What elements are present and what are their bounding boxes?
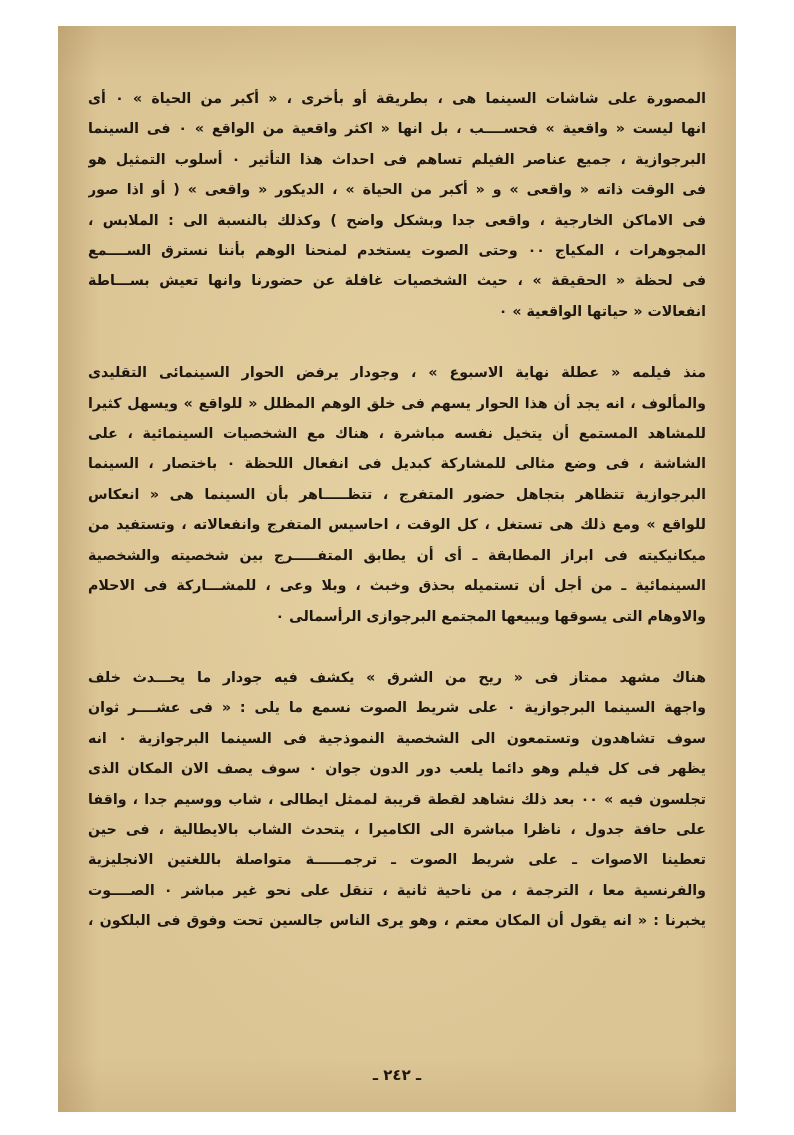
text-line: السينمائية ـ من أجل أن تستميله بحذق وخبث ، وبلا وعى ، للمشـــاركة فى الاحلام <box>88 578 706 595</box>
text-line: المصورة على شاشات السينما هى ، بطريقة أو بأخرى ، « أكبر من الحياة » ٠ أى <box>88 91 706 107</box>
text-line: فى الاماكن الخارجية ، واقعى جدا وبشكل واضح ) وكذلك بالنسبة الى : الملابس ، <box>88 212 706 229</box>
text-line: يظهر فى كل فيلم وهو دائما يلعب دور الدون جوان ٠ سوف يصف الان المكان الذى <box>88 761 706 778</box>
text-line: انها ليست « واقعية » فحســــب ، بل انها « اكثر واقعية من الواقع » ٠ فى السينما <box>88 121 706 138</box>
text-line: ميكانيكيته فى ابراز المطابقة ـ أى أن يطابق المتفـــــرج بين شخصيته والشخصية <box>88 547 706 564</box>
body-text <box>88 84 706 937</box>
text-line: تجلسون فيه » ٠٠ بعد ذلك نشاهد لقطة قريبة لممثل ايطالى ، شاب ووسيم جدا ، واقفا <box>88 791 706 808</box>
text-line: والمألوف ، انه يجد أن هذا الحوار يسهم فى خلق الوهم المظلل « للواقع » ويسهل كثيرا <box>88 395 706 412</box>
text-line-last: انفعالات « حياتها الواقعية » ٠ <box>498 303 706 320</box>
paragraph-2 <box>88 358 706 632</box>
text-line: للمشاهد المستمع أن يتخيل نفسه مباشرة ، هناك مع الشخصيات السينمائية ، على <box>88 426 706 443</box>
text-line: المجوهرات ، المكياج ٠٠ وحتى الصوت يستخدم لمنحنا الوهم بأننا نسترق الســــمع <box>88 243 706 260</box>
text-line: للواقع » ومع ذلك هى تستغل ، كل الوقت ، احاسيس المتفرج وانفعالاته ، وتستفيد من <box>88 517 706 534</box>
text-line: تعطينا الاصوات ـ على شريط الصوت ـ ترجمــــــة متواصلة باللغتين الانجليزية <box>88 852 706 869</box>
text-line: فى لحظة « الحقيقة » ، حيث الشخصيات غافلة عن حضورنا وانها تعيش بســـاطة <box>88 273 706 290</box>
text-line: واجهة السينما البرجوازية ٠ على شريط الصوت نسمع ما يلى : « فى عشــــر ثوان <box>88 700 706 717</box>
text-line: يخبرنا : « انه يقول أن المكان معتم ، وهو يرى الناس جالسين تحت وفوق فى البلكون ، <box>88 913 706 930</box>
page-number: ـ ٢٤٢ ـ <box>372 1066 422 1084</box>
paragraph-1 <box>88 84 706 327</box>
text-line: البرجوازية ، جميع عناصر الفيلم تساهم فى احداث هذا التأثير ٠ أسلوب التمثيل هو <box>88 151 706 168</box>
paragraph-3 <box>88 663 706 937</box>
text-line: سوف تشاهدون وتستمعون الى الشخصية النموذجية فى السينما البرجوازية ٠ انه <box>88 730 706 747</box>
text-line: الشاشة ، فى وضع مثالى للمشاركة كبديل فى انفعال اللحظة ٠ باختصار ، السينما <box>88 456 706 473</box>
text-line: فى الوقت ذاته « واقعى » و « أكبر من الحياة » ، الديكور « واقعى » ( أو اذا صور <box>88 182 706 199</box>
text-line: هناك مشهد ممتاز فى « ريح من الشرق » يكشف فيه جودار ما يحـــدث خلف <box>88 669 706 686</box>
text-line: والفرنسية معا ، الترجمة ، من ناحية ثانية ، تنقل على نحو غير مباشر ٠ الصــــوت <box>88 882 706 899</box>
text-line: منذ فيلمه « عطلة نهاية الاسبوع » ، وجودار يرفض الحوار السينمائى التقليدى <box>88 365 706 382</box>
paragraph-gap <box>88 327 706 358</box>
scanned-page <box>58 26 736 1112</box>
text-line: على حافة جدول ، ناظرا مباشرة الى الكاميرا ، يتحدث الشاب بالايطالية ، فى حين <box>88 821 706 838</box>
text-line: البرجوازية تتظاهر بتجاهل حضور المتفرج ، تتظـــــاهر بأن السينما هى « انعكاس <box>88 486 706 503</box>
paragraph-gap <box>88 632 706 663</box>
text-line-last: والاوهام التى يسوقها ويبيعها المجتمع البرجوازى الرأسمالى ٠ <box>275 608 706 625</box>
